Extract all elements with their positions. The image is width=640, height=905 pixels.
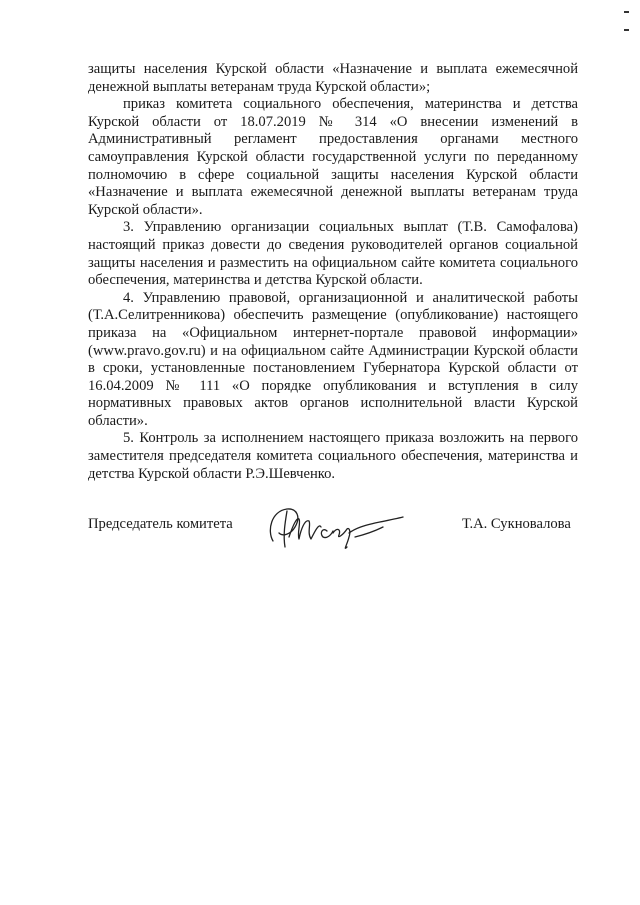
paragraph-item-3: 3. Управлению организации социальных выплат (Т.В. Самофалова) настоящий приказ довести до сведения руководителей органов социальной защиты населения и разместить на официальном сайте комитета социального обеспечения, материнства и детства Курской области. (88, 219, 578, 289)
paragraph-item-5: 5. Контроль за исполнением настоящего приказа возложить на первого заместителя председателя комитета социального обеспечения, материнства и детства Курской области Р.Э.Шевченко. (88, 430, 578, 482)
paragraph-item-4: 4. Управлению правовой, организационной и аналитической работы (Т.А.Селитренникова) обеспечить размещение (опубликование) настоящего приказа на «Официальном интернет-портале правовой информации» (www.pravo.gov.ru) и на официальном сайте Администрации Курской области в сроки, установленные постановлением Губернатора Курской области от 16.04.2009 № 111 «О порядке опубликования и вступления в силу нормативных правовых актов органов исполнительной власти Курской области». (88, 289, 578, 429)
signatory-name: Т.А. Сукновалова (462, 516, 571, 532)
paragraph-continuation: защиты населения Курской области «Назначение и выплата ежемесячной денежной выплаты ветеранам труда Курской области»; (88, 61, 578, 95)
paragraph-order-314: приказ комитета социального обеспечения, материнства и детства Курской области от 18.07.2019 № 314 «О внесении изменений в Административный регламент предоставления органами местного самоуправления Курской области государственной услуги по переданному полномочию в сфере социальной защиты населения Курской области «Назначение и выплата ежемесячной денежной выплаты ветеранам труда Курской области». (88, 96, 578, 218)
scan-edge-mark (624, 0, 638, 3)
signatory-title: Председатель комитета (88, 516, 233, 532)
document-body (88, 61, 578, 483)
handwritten-signature (263, 497, 408, 557)
